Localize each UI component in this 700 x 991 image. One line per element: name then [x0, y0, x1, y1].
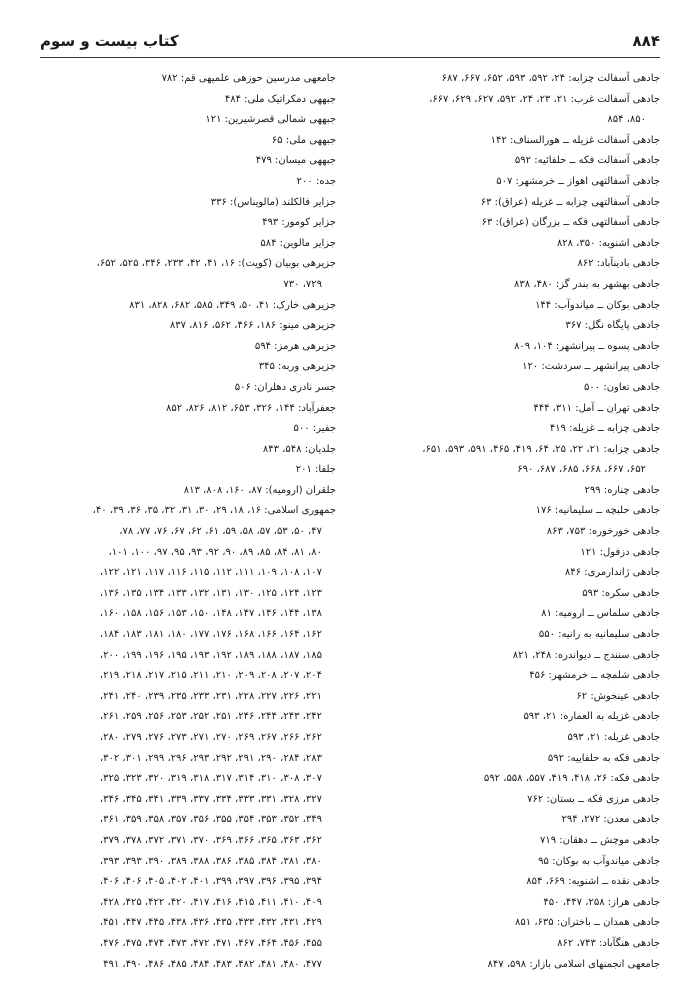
index-entry	[40, 419, 336, 440]
index-entry-text: جامعهی مدرسین حوزهی علمیهی قم: ۷۸۲	[161, 73, 336, 84]
index-entry-continuation: ۴۲۹، ۴۳۱، ۴۳۲، ۴۳۳، ۴۳۵، ۴۳۶، ۴۳۸، ۴۴۵، ۴۴۷، ۴۵۱،	[99, 917, 322, 929]
index-entry-text: جزایر مالوین: ۵۸۴	[260, 237, 336, 249]
index-entry	[40, 481, 336, 502]
index-entry	[360, 131, 660, 152]
index-entry-text: جادهی پسوه ــ پیرانشهر: ۱۰۴، ۸۰۹	[514, 340, 660, 352]
index-entry-text: جزیرهی بوبیان (کویت): ۱۶، ۴۱، ۴۲، ۲۳۳، ۳۴۶، ۵۲۵، ۶۵۲،	[96, 258, 336, 270]
index-entry-text: جادهی چناره: ۲۹۹	[584, 484, 660, 496]
index-entry	[360, 687, 660, 708]
index-entry	[40, 378, 336, 399]
index-entry-text: جزیرهی خارک: ۴۱، ۵۰، ۳۴۹، ۵۸۵، ۶۸۲، ۸۲۸، ۸۳۱	[129, 299, 336, 311]
index-entry	[360, 604, 660, 625]
index-entry	[40, 193, 336, 214]
index-entry	[40, 69, 336, 90]
index-entry	[360, 213, 660, 234]
index-entry-continuation: ۲۲۱، ۲۲۶، ۲۲۷، ۲۲۸، ۲۳۱، ۲۳۳، ۲۳۵، ۲۳۹، ۲۴۰، ۲۴۱،	[99, 690, 322, 702]
index-entry	[360, 934, 660, 955]
index-entry	[40, 131, 336, 152]
index-entry	[40, 172, 336, 193]
index-entry-text: جامعهی انجمنهای اسلامی بازار: ۵۹۸، ۸۴۷	[487, 958, 660, 970]
index-entry	[360, 254, 660, 275]
index-entry-continuation: ۲۸۳، ۲۸۴، ۲۹۰، ۲۹۱، ۲۹۲، ۲۹۳، ۲۹۶، ۲۹۹، ۳۰۱، ۳۰۲،	[99, 752, 322, 764]
index-entry-text: جادهی شلمچه ــ خرمشهر: ۴۵۶	[529, 670, 660, 682]
index-entry	[360, 872, 660, 893]
index-entry-continuation: ۳۲۷، ۳۲۸، ۳۳۱، ۳۳۳، ۳۳۴، ۳۳۷، ۳۳۹، ۳۴۱، ۳۴۵، ۳۴۶،	[99, 793, 322, 805]
index-entry-text: جادهی تهران ــ آمل: ۳۱۱، ۴۴۴	[533, 402, 660, 414]
index-entry	[360, 357, 660, 378]
index-entry-continuation: ۳۶۲، ۳۶۳، ۳۶۵، ۳۶۶، ۳۶۹، ۳۷۰، ۳۷۱، ۳۷۲، ۳۷۸، ۳۷۹،	[99, 834, 322, 846]
page-number: ۸۸۴	[632, 32, 660, 50]
index-entry-text: جزایر کومور: ۴۹۳	[262, 217, 336, 229]
index-entry	[360, 378, 660, 399]
index-entry-text: جادهی غزیله: ۲۱، ۵۹۳	[567, 732, 660, 743]
index-entry-text: جادهی غزیله به العماره: ۲۱، ۵۹۳	[523, 711, 660, 723]
index-entry	[40, 90, 336, 111]
index-entry	[40, 357, 336, 378]
index-entry	[360, 810, 660, 831]
index-entry-text: جادهی بادینآباد: ۸۶۲	[577, 258, 660, 270]
index-entry-text: جلقران (ارومیه): ۸۷، ۱۶۰، ۸۰۸، ۸۱۳	[183, 484, 336, 496]
index-entry-text: جزایر فالکلند (مالویناس): ۳۳۶	[210, 196, 336, 208]
index-entry-text: جادهی آسفالتهی چزابه ــ غزیله (عراق): ۶۳	[480, 196, 660, 208]
index-entry	[360, 666, 660, 687]
index-entry-text: جادهی فکه به حلفاییه: ۵۹۲	[547, 752, 660, 764]
index-entry-text: جادهی ژاندارمری: ۸۴۶	[564, 567, 660, 579]
index-entry-text: جعفرآباد: ۱۴۴، ۳۲۶، ۶۵۳، ۸۱۲، ۸۲۶، ۸۵۲	[166, 402, 336, 414]
index-entry	[40, 316, 336, 337]
index-entry-text: جادهی حلبچه ــ سلیمانیه: ۱۷۶	[535, 505, 660, 517]
index-entry-continuation: ۴۵۵، ۴۵۶، ۴۶۴، ۴۶۷، ۴۷۱، ۴۷۲، ۴۷۳، ۴۷۴، ۴۷۵، ۴۷۶،	[99, 937, 322, 949]
index-entry	[360, 893, 660, 914]
index-entry-text: جادهی آسفالتهی فکه ــ بزرگان (عراق): ۶۳	[481, 217, 660, 229]
index-entry-continuation: ۸۵۰، ۸۵۴	[607, 114, 646, 126]
index-entry-text: جادهی مرزی فکه ــ بستان: ۷۶۲	[527, 793, 660, 805]
index-entry	[40, 440, 336, 461]
index-entry-text: جادهی آسفالت چزابه: ۲۴، ۵۹۲، ۵۹۳، ۶۵۲، ۶۶۷، ۶۸۷	[441, 73, 660, 84]
index-entry	[40, 151, 336, 172]
book-title: کتاب بیست و سوم	[40, 32, 179, 50]
index-entry-text: جادهی چزابه: ۲۱، ۲۲، ۲۵، ۶۴، ۴۱۹، ۴۶۵، ۵۹۱، ۵۹۳، ۶۵۱،	[422, 443, 660, 455]
index-entry	[360, 728, 660, 749]
index-entry	[360, 707, 660, 728]
index-entry	[360, 563, 660, 584]
index-entry	[360, 831, 660, 852]
index-entry-text: جبههی میسان: ۴۷۹	[255, 155, 336, 167]
index-entry	[360, 90, 660, 131]
index-entry-continuation: ۳۸۰، ۳۸۱، ۳۸۴، ۳۸۵، ۳۸۶، ۳۸۸، ۳۸۹، ۳۹۰، ۳۹۳، ۳۹۳،	[99, 855, 322, 867]
index-entry-continuation: ۳۰۷، ۳۰۸، ۳۱۰، ۳۱۴، ۳۱۷، ۳۱۸، ۳۱۹، ۳۲۰، ۳۲۳، ۳۲۵،	[99, 773, 322, 785]
index-entry	[360, 316, 660, 337]
index-entry	[360, 543, 660, 564]
index-entry-text: جادهی میاندوآب به بوکان: ۹۵	[538, 855, 660, 867]
index-entry	[360, 749, 660, 770]
index-entry-text: جادهی تعاون: ۵۰۰	[584, 381, 660, 393]
index-entry	[360, 151, 660, 172]
index-entry-text: جادهی پایگاه نگل: ۳۶۷	[565, 320, 660, 332]
index-entry	[360, 852, 660, 873]
index-entry	[360, 955, 660, 976]
index-column-left	[40, 69, 336, 975]
index-entry	[40, 110, 336, 131]
header-rule	[40, 57, 660, 58]
index-entry-text: جسر نادری دهلران: ۵۰۶	[234, 381, 336, 393]
index-entry	[360, 625, 660, 646]
index-entry-continuation: ۱۲۳، ۱۲۴، ۱۲۵، ۱۳۰، ۱۳۱، ۱۳۲، ۱۳۳، ۱۳۴، ۱۳۵، ۱۳۶،	[99, 587, 322, 599]
index-entry-text: جزیرهی وربه: ۳۴۵	[258, 361, 336, 373]
index-entry-text: جادهی موچش ــ دهقان: ۷۱۹	[540, 834, 660, 846]
index-entry-text: جادهی سنندج ــ دیواندره: ۲۴۸، ۸۲۱	[512, 649, 660, 661]
index-entry-text: جادهی هراز: ۲۵۸، ۴۴۷، ۴۵۰	[543, 896, 660, 908]
index-entry-text: جادهی چزابه ــ غزیله: ۴۱۹	[549, 423, 660, 435]
index-entry	[40, 501, 336, 975]
index-entry-text: جمهوری اسلامی: ۱۶، ۱۸، ۲۹، ۳۰، ۳۱، ۳۲، ۳۵، ۳۶، ۳۹، ۴۰،	[92, 505, 336, 517]
index-entry	[360, 769, 660, 790]
index-entry-continuation: ۶۵۲، ۶۶۷، ۶۶۸، ۶۸۵، ۶۸۷، ۶۹۰	[517, 464, 646, 476]
index-entry	[40, 234, 336, 255]
index-entry-text: جادهی عینخوش: ۶۲	[576, 690, 660, 702]
index-entry	[40, 213, 336, 234]
index-entry-continuation: ۳۴۹، ۳۵۲، ۳۵۳، ۳۵۴، ۳۵۵، ۳۵۶، ۳۵۷، ۳۵۸، ۳۵۹، ۳۶۱،	[99, 814, 322, 826]
index-entry-text: جبههی ملی: ۶۵	[271, 134, 336, 146]
index-entry-text: جادهی بهشهر به بندر گز: ۴۸۰، ۸۳۸	[514, 278, 660, 290]
index-entry-text: جادهی آسفالت غزیله ــ هورالسناف: ۱۴۲	[490, 134, 660, 146]
index-entry	[360, 69, 660, 90]
index-entry	[360, 440, 660, 481]
index-entry	[360, 172, 660, 193]
index-entry-continuation: ۱۰۷، ۱۰۸، ۱۰۹، ۱۱۱، ۱۱۲، ۱۱۵، ۱۱۶، ۱۱۷، ۱۲۱، ۱۲۲،	[99, 567, 322, 579]
index-entry	[360, 337, 660, 358]
index-entry-text: جلفا: ۲۰۱	[295, 464, 336, 476]
index-entry	[360, 913, 660, 934]
index-entry-continuation: ۴۰۹، ۴۱۰، ۴۱۱، ۴۱۵، ۴۱۶، ۴۱۷، ۴۲۰، ۴۲۲، ۴۲۵، ۴۲۸،	[99, 896, 322, 908]
index-entry	[360, 646, 660, 667]
index-entry	[360, 296, 660, 317]
index-entry-continuation: ۷۲۹، ۷۳۰	[283, 278, 322, 290]
index-entry-text: جده: ۲۰۰	[296, 175, 336, 187]
index-entry-text: جادهی فکه: ۲۶، ۴۱۸، ۴۱۹، ۵۵۷، ۵۵۸، ۵۹۲	[483, 773, 660, 785]
index-entry-text: جلدیان: ۵۴۸، ۸۴۳	[262, 443, 336, 455]
index-column-right	[360, 69, 660, 975]
index-entry-continuation: ۱۶۲، ۱۶۴، ۱۶۶، ۱۶۸، ۱۷۶، ۱۷۷، ۱۸۰، ۱۸۱، ۱۸۳، ۱۸۴،	[99, 629, 322, 641]
index-entry-text: جزیرهی مینو: ۱۸۶، ۴۶۶، ۵۶۲، ۸۱۶، ۸۳۷	[169, 320, 336, 332]
index-entry-text: جادهی آسفالتهی اهواز ــ خرمشهر: ۵۰۷	[496, 175, 660, 187]
index-entry	[40, 337, 336, 358]
index-entry	[360, 234, 660, 255]
index-entry-text: جادهی آسفالت غرب: ۲۱، ۲۳، ۲۴، ۵۹۲، ۶۲۷، ۶۲۹، ۶۶۷،	[429, 93, 660, 105]
page-header	[40, 32, 660, 56]
index-entry-continuation: ۸۰، ۸۱، ۸۴، ۸۵، ۸۹، ۹۰، ۹۲، ۹۳، ۹۵، ۹۷، ۱۰۰، ۱۰۱،	[108, 546, 322, 558]
index-entry-text: جادهی خورخوره: ۷۵۳، ۸۶۳	[546, 526, 660, 538]
index-entry-continuation: ۴۷، ۵۰، ۵۳، ۵۷، ۵۸، ۵۹، ۶۱، ۶۲، ۶۷، ۷۶، ۷۷، ۷۸،	[119, 526, 322, 538]
index-entry-text: جبههی شمالی قصرشیرین: ۱۲۱	[205, 114, 336, 126]
index-entry	[360, 790, 660, 811]
index-entry	[360, 481, 660, 502]
index-entry	[360, 193, 660, 214]
index-entry	[360, 584, 660, 605]
index-entry	[40, 460, 336, 481]
index-entry-continuation: ۳۹۴، ۳۹۵، ۳۹۶، ۳۹۷، ۳۹۹، ۴۰۱، ۴۰۲، ۴۰۵، ۴۰۶، ۴۰۶،	[99, 876, 322, 888]
index-entry-text: جفیر: ۵۰۰	[293, 423, 336, 435]
index-entry-text: جادهی سلماس ــ ارومیه: ۸۱	[541, 608, 660, 620]
index-entry-text: جادهی نقده ــ اشنویه: ۶۶۹، ۸۵۴	[526, 876, 660, 888]
index-entry-text: جزیرهی هرمز: ۵۹۴	[254, 340, 336, 352]
index-entry	[360, 275, 660, 296]
index-entry-text: جادهی هنگآباد: ۷۴۳، ۸۶۲	[557, 937, 660, 949]
index-entry-continuation: ۲۶۲، ۲۶۶، ۲۶۷، ۲۶۹، ۲۷۰، ۲۷۱، ۲۷۳، ۲۷۶، ۲۷۹، ۲۸۰،	[99, 732, 322, 743]
index-entry-text: جادهی سکره: ۵۹۳	[582, 587, 660, 599]
index-entry-continuation: ۱۳۸، ۱۴۴، ۱۴۶، ۱۴۷، ۱۴۸، ۱۵۰، ۱۵۳، ۱۵۶، ۱۵۸، ۱۶۰،	[99, 608, 322, 620]
index-entry	[360, 399, 660, 420]
index-entry	[360, 419, 660, 440]
index-entry-text: جادهی همدان ــ باختران: ۶۳۵، ۸۵۱	[515, 917, 660, 929]
index-entry-continuation: ۱۸۵، ۱۸۷، ۱۸۸، ۱۸۹، ۱۹۲، ۱۹۳، ۱۹۵، ۱۹۶، ۱۹۹، ۲۰۰،	[99, 649, 322, 661]
index-entry-text: جادهی بوکان ــ میاندوآب: ۱۴۴	[535, 299, 660, 311]
index-entry-text: جادهی اشنویه: ۳۵۰، ۸۲۸	[556, 237, 660, 249]
index-entry-text: جادهی آسفالت فکه ــ حلفائیه: ۵۹۲	[514, 155, 660, 167]
index-entry	[40, 254, 336, 295]
index-entry-continuation: ۴۷۷، ۴۸۰، ۴۸۱، ۴۸۲، ۴۸۳، ۴۸۴، ۴۸۵، ۴۸۶، ۴۹۰، ۴۹۱	[103, 958, 322, 970]
index-entry-text: جادهی سلیمانیه به رانیه: ۵۵۰	[538, 629, 660, 641]
index-entry-text: جادهی معدن: ۲۷۲، ۲۹۴	[561, 814, 660, 826]
index-entry	[40, 399, 336, 420]
index-entry	[360, 501, 660, 522]
index-entry-text: جادهی پیرانشهر ــ سردشت: ۱۲۰	[522, 361, 660, 373]
index-entry-continuation: ۲۴۲، ۲۴۳، ۲۴۴، ۲۴۶، ۲۵۱، ۲۵۲، ۲۵۳، ۲۵۶، ۲۵۹، ۲۶۱،	[99, 711, 322, 723]
index-entry-text: جادهی دزفول: ۱۲۱	[580, 546, 660, 558]
index-entry-continuation: ۲۰۴، ۲۰۷، ۲۰۸، ۲۰۹، ۲۱۰، ۲۱۱، ۲۱۵، ۲۱۷، ۲۱۸، ۲۱۹،	[99, 670, 322, 682]
index-entry-text: جبههی دمکراتیک ملی: ۴۸۴	[224, 93, 336, 105]
index-entry	[360, 522, 660, 543]
index-entry	[40, 296, 336, 317]
